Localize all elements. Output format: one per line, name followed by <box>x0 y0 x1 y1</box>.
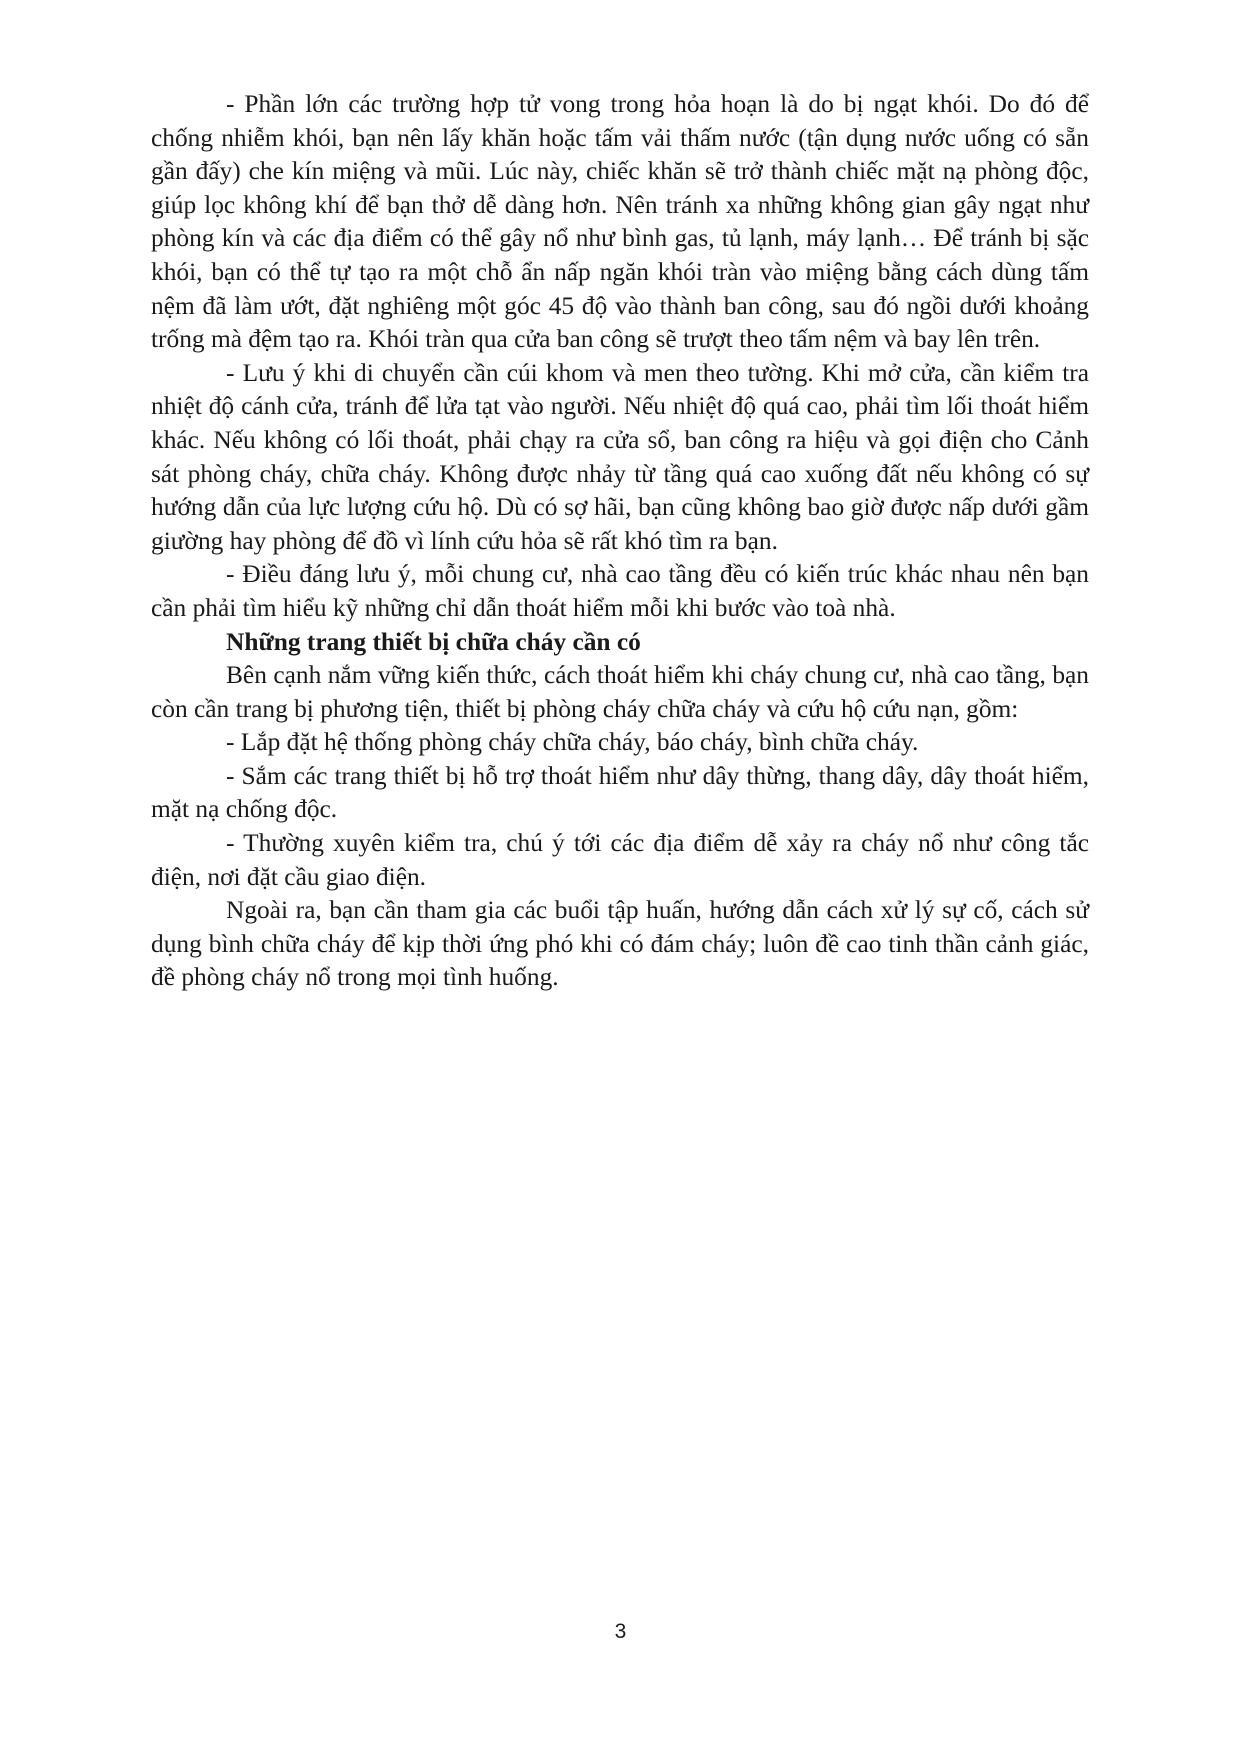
list-item-fire-systems: - Lắp đặt hệ thống phòng cháy chữa cháy, báo cháy, bình chữa cháy. <box>226 728 919 757</box>
body-text <box>151 88 1089 995</box>
paragraph-building-architecture: - Điều đáng lưu ý, mỗi chung cư, nhà cao tầng đều có kiến trúc khác nhau nên bạn cần phải tìm hiểu kỹ những chỉ dẫn thoát hiểm mỗi khi bước vào toà nhà. <box>151 560 1089 622</box>
paragraph-equipment-intro: Bên cạnh nắm vững kiến thức, cách thoát hiểm khi cháy chung cư, nhà cao tầng, bạn còn cần trang bị phương tiện, thiết bị phòng cháy chữa cháy và cứu hộ cứu nạn, gồm: <box>151 661 1089 723</box>
paragraph-smoke-protection: - Phần lớn các trường hợp tử vong trong hỏa hoạn là do bị ngạt khói. Do đó để chống nhiễm khói, bạn nên lấy khăn hoặc tấm vải thấm nước (tận dụng nước uống có sẵn gần đấy) che kín miệng và mũi. Lúc này, chiếc khăn sẽ trở thành chiếc mặt nạ phòng độc, giúp lọc không khí để bạn thở dễ dàng hơn. Nên tránh xa những không gian gây ngạt như phòng kín và các địa điểm có thể gây nổ như bình gas, tủ lạnh, máy lạnh… Để tránh bị sặc khói, bạn có thể tự tạo ra một chỗ ẩn nấp ngăn khói tràn vào miệng bằng cách dùng tấm nệm đã làm ướt, đặt nghiêng một góc 45 độ vào thành ban công, sau đó ngồi dưới khoảng trống mà đệm tạo ra. Khói tràn qua cửa ban công sẽ trượt theo tấm nệm và bay lên trên. <box>151 90 1089 354</box>
page-number: 3 <box>614 1620 627 1643</box>
paragraph-training-conclusion: Ngoài ra, bạn cần tham gia các buổi tập huấn, hướng dẫn cách xử lý sự cố, cách sử dụng bình chữa cháy để kịp thời ứng phó khi có đám cháy; luôn đề cao tinh thần cảnh giác, đề phòng cháy nổ trong mọi tình huống. <box>151 896 1089 992</box>
section-heading: Những trang thiết bị chữa cháy cần có <box>226 627 641 656</box>
list-item-regular-inspection: - Thường xuyên kiểm tra, chú ý tới các địa điểm dễ xảy ra cháy nổ như công tắc điện, nơi đặt cầu giao điện. <box>151 829 1089 891</box>
paragraph-movement-safety: - Lưu ý khi di chuyển cần cúi khom và men theo tường. Khi mở cửa, cần kiểm tra nhiệt độ cánh cửa, tránh để lửa tạt vào người. Nếu nhiệt độ quá cao, phải tìm lối thoát hiểm khác. Nếu không có lối thoát, phải chạy ra cửa sổ, ban công ra hiệu và gọi điện cho Cảnh sát phòng cháy, chữa cháy. Không được nhảy từ tầng quá cao xuống đất nếu không có sự hướng dẫn của lực lượng cứu hộ. Dù có sợ hãi, bạn cũng không bao giờ được nấp dưới gầm giường hay phòng để đồ vì lính cứu hỏa sẽ rất khó tìm ra bạn. <box>151 358 1089 555</box>
list-item-escape-equipment: - Sắm các trang thiết bị hỗ trợ thoát hiểm như dây thừng, thang dây, dây thoát hiểm, mặt nạ chống độc. <box>151 761 1089 824</box>
